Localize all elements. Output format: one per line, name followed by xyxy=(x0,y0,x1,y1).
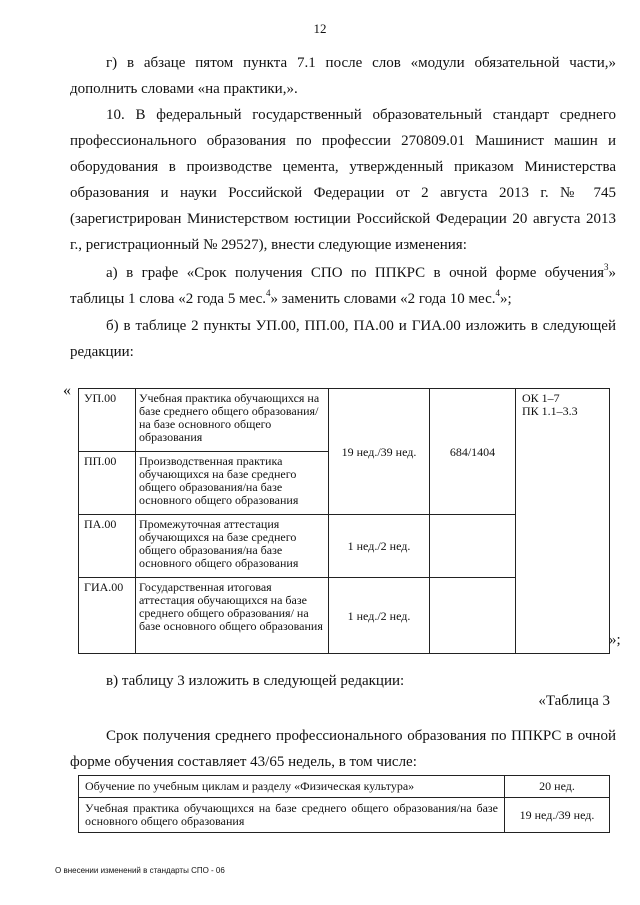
row-name: Учебная практика обучающихся на базе среднего общего образования/на базе основного общего образования xyxy=(136,389,329,452)
footer-note: О внесении изменений в стандарты СПО - 06 xyxy=(55,866,225,875)
table-row xyxy=(79,798,610,833)
table-3 xyxy=(78,775,610,833)
row-name: Промежуточная аттестация обучающихся на базе среднего общего образования/на базе основного общего образования xyxy=(136,515,329,578)
weeks-cell: 1 нед./2 нед. xyxy=(329,578,430,654)
paragraph-a-part2: » таблицы 1 слова «2 года 5 мес. xyxy=(70,265,616,307)
row-name: Производственная практика обучающихся на базе среднего общего образования/на базе основного общего образования xyxy=(136,452,329,515)
quote-open: « xyxy=(63,382,71,399)
table-row xyxy=(79,776,610,798)
paragraph-g-line2: дополнить словами «на практики,». xyxy=(70,81,298,97)
hours-cell: 684/1404 xyxy=(430,389,516,515)
paragraph-a xyxy=(70,260,616,312)
table-2-fragment xyxy=(78,388,610,654)
competences-ok: ОК 1–7 xyxy=(522,391,560,405)
hours-cell-empty xyxy=(430,515,516,578)
paragraph-v: в) таблицу 3 изложить в следующей редакции: xyxy=(106,673,405,689)
paragraph-duration: Срок получения среднего профессионального образования по ППКРС в очной форме обучения составляет 43/65 недель, в том числе: xyxy=(70,728,616,770)
row-value: 19 нед./39 нед. xyxy=(505,798,610,833)
row-label: Учебная практика обучающихся на базе среднего общего образования/на базе основного общего образования xyxy=(79,798,505,833)
footnote-ref: 4 xyxy=(495,288,500,298)
quote-close: »; xyxy=(609,632,621,648)
weeks-cell: 1 нед./2 нед. xyxy=(329,515,430,578)
footnote-ref: 3 xyxy=(604,262,609,272)
hours-cell-empty xyxy=(430,578,516,654)
row-code: ПА.00 xyxy=(79,515,136,578)
table-row xyxy=(79,389,610,452)
paragraph-g-line1: г) в абзаце пятом пункта 7.1 после слов «модули обязательной части,» xyxy=(106,55,616,71)
row-name: Государственная итоговая аттестация обучающихся на базе среднего общего образования/ на базе основного общего образования xyxy=(136,578,329,654)
row-code: ПП.00 xyxy=(79,452,136,515)
paragraph-a-part1: а) в графе «Срок получения СПО по ППКРС в очной форме обучения xyxy=(106,265,604,281)
paragraph-b: б) в таблице 2 пункты УП.00, ПП.00, ПА.00 и ГИА.00 изложить в следующей редакции: xyxy=(70,318,616,360)
row-code: УП.00 xyxy=(79,389,136,452)
paragraph-a-part4: »; xyxy=(500,291,512,307)
competences-cell xyxy=(516,389,610,654)
page-number: 12 xyxy=(313,21,327,36)
row-label: Обучение по учебным циклам и разделу «Физическая культура» xyxy=(79,776,505,798)
paragraph-10: 10. В федеральный государственный образовательный стандарт среднего профессионального образования по профессии 270809.01 Машинист машин и оборудования в производстве цемента, утвержденный приказом Министерства образования и науки Российской Федерации от 2 августа 2013 г. № 745 (зарегистрирован Министерством юстиции Российской Федерации 20 августа 2013 г., регистрационный № 29527), внести следующие изменения: xyxy=(70,107,616,253)
competences-pk: ПК 1.1–3.3 xyxy=(522,404,578,418)
footnote-ref: 4 xyxy=(266,288,271,298)
row-code: ГИА.00 xyxy=(79,578,136,654)
weeks-cell: 19 нед./39 нед. xyxy=(329,389,430,515)
paragraph-g xyxy=(70,50,616,102)
table-3-caption: «Таблица 3 xyxy=(538,693,610,709)
paragraph-a-part3: » заменить словами «2 года 10 мес. xyxy=(270,291,496,307)
row-value: 20 нед. xyxy=(505,776,610,798)
